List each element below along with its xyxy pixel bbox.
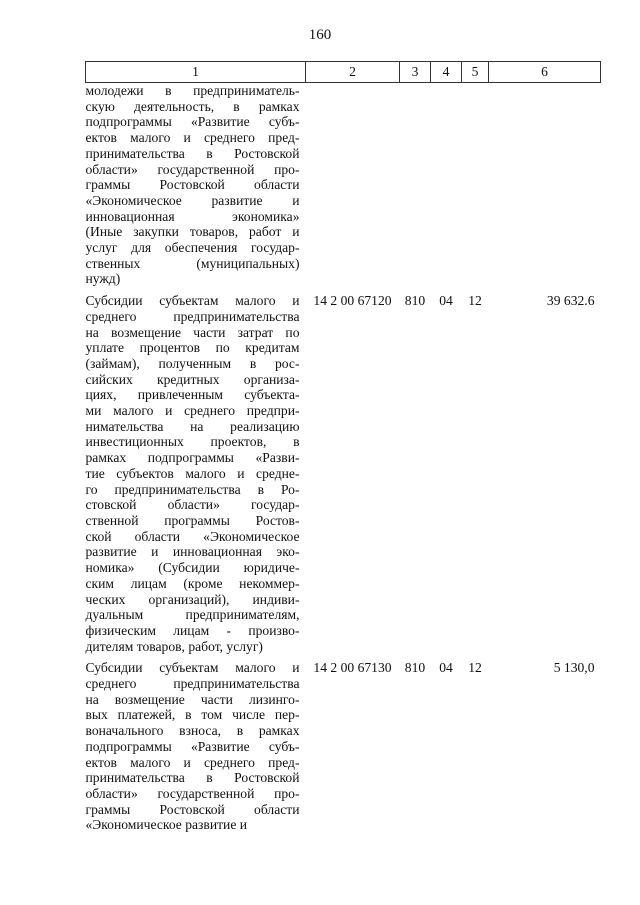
description-line: развитие и инновационная эко- — [85, 544, 300, 560]
description-line: области» государственной про- — [85, 785, 300, 801]
description-line: дителям товаров, работ, услуг) — [85, 638, 263, 654]
target-article-code: 14 2 00 67130 — [313, 660, 392, 676]
description-line: дуальным предпринимателям, — [85, 607, 300, 623]
amount: 39 632.6 — [546, 293, 595, 309]
column-header-6: 6 — [489, 62, 601, 83]
subsection-code: 12 — [468, 660, 482, 676]
description-line: «Экономическое развитие и — [85, 192, 300, 208]
subsection-code: 12 — [468, 293, 482, 309]
description-line: принимательства в Ростовской — [85, 770, 300, 786]
table-body — [86, 83, 601, 834]
page-number: 160 — [308, 27, 332, 43]
section-code: 04 — [439, 660, 453, 676]
description-line: скую деятельность, в рамках — [85, 98, 300, 114]
description-line: «Экономическое развитие и — [85, 817, 248, 833]
target-article-code: 14 2 00 67120 — [313, 293, 392, 309]
description-line: стовской области» государ- — [85, 497, 300, 513]
column-header-3: 3 — [400, 62, 431, 83]
column-header-2: 2 — [306, 62, 400, 83]
description-line: ми малого и среднего предпри- — [85, 403, 300, 419]
row-description — [86, 293, 306, 654]
description-line: ской области «Экономическое — [85, 528, 300, 544]
description-line: (займам), полученным в рос- — [85, 355, 300, 371]
section-code: 04 — [439, 293, 453, 309]
description-line: среднего предпринимательства — [85, 676, 300, 692]
description-line: на возмещение части затрат по — [85, 324, 300, 340]
description-line: ектов малого и среднего пред- — [85, 130, 300, 146]
target-article-code — [306, 83, 400, 288]
subsection-code — [462, 83, 489, 288]
description-line: подпрограммы «Развитие субъ- — [85, 114, 300, 130]
description-line: уплате процентов по кредитам — [85, 340, 300, 356]
expense-type-code: 810 — [404, 293, 426, 309]
description-line: граммы Ростовской области — [85, 177, 300, 193]
table-row — [86, 83, 601, 288]
column-header-4: 4 — [431, 62, 462, 83]
description-line: граммы Ростовской области — [85, 801, 300, 817]
description-line: подпрограммы «Развитие субъ- — [85, 738, 300, 754]
description-line: воначального взноса, в рамках — [85, 723, 300, 739]
column-header-5: 5 — [462, 62, 489, 83]
description-line: вых платежей, в том числе пер- — [85, 707, 300, 723]
description-line: ственной программы Ростов- — [85, 512, 300, 528]
description-line: нимательства на реализацию — [85, 418, 300, 434]
description-line: инновационная экономика» — [85, 208, 300, 224]
column-header-1: 1 — [86, 62, 306, 83]
description-line: рамках подпрограммы «Разви- — [85, 450, 300, 466]
description-line: на возмещение части лизинго- — [85, 691, 300, 707]
description-line: нужд) — [85, 271, 121, 287]
description-line: инвестиционных проектов, в — [85, 434, 300, 450]
table-row — [86, 660, 601, 833]
row-description — [86, 660, 306, 833]
description-line: среднего предпринимательства — [85, 308, 300, 324]
description-line: тие субъектов малого и средне- — [85, 465, 300, 481]
description-line: ственных (муниципальных) — [85, 255, 300, 271]
description-line: номика» (Субсидии юридиче- — [85, 560, 300, 576]
amount — [489, 83, 601, 288]
description-line: физическим лицам - произво- — [85, 622, 300, 638]
description-line: молодежи в предприниматель- — [85, 83, 300, 98]
expense-type-code — [400, 83, 431, 288]
description-line: (Иные закупки товаров, работ и — [85, 224, 300, 240]
budget-table — [85, 61, 601, 833]
row-description — [86, 83, 306, 288]
description-line: области» государственной про- — [85, 161, 300, 177]
description-line: ектов малого и среднего пред- — [85, 754, 300, 770]
description-line: сийских кредитных организа- — [85, 371, 300, 387]
description-line: ческих организаций), индиви- — [85, 591, 300, 607]
table-row — [86, 293, 601, 654]
description-line: ским лицам (кроме некоммер- — [85, 575, 300, 591]
description-line: Субсидии субъектам малого и — [85, 293, 300, 309]
table-header-row — [86, 62, 601, 83]
description-line: принимательства в Ростовской — [85, 145, 300, 161]
description-line: Субсидии субъектам малого и — [85, 660, 300, 676]
description-line: циях, привлеченным субъекта- — [85, 387, 300, 403]
description-line: услуг для обеспечения государ- — [85, 240, 300, 256]
section-code — [431, 83, 462, 288]
expense-type-code: 810 — [404, 660, 426, 676]
amount: 5 130,0 — [553, 660, 595, 676]
description-line: го предпринимательства в Ро- — [85, 481, 300, 497]
